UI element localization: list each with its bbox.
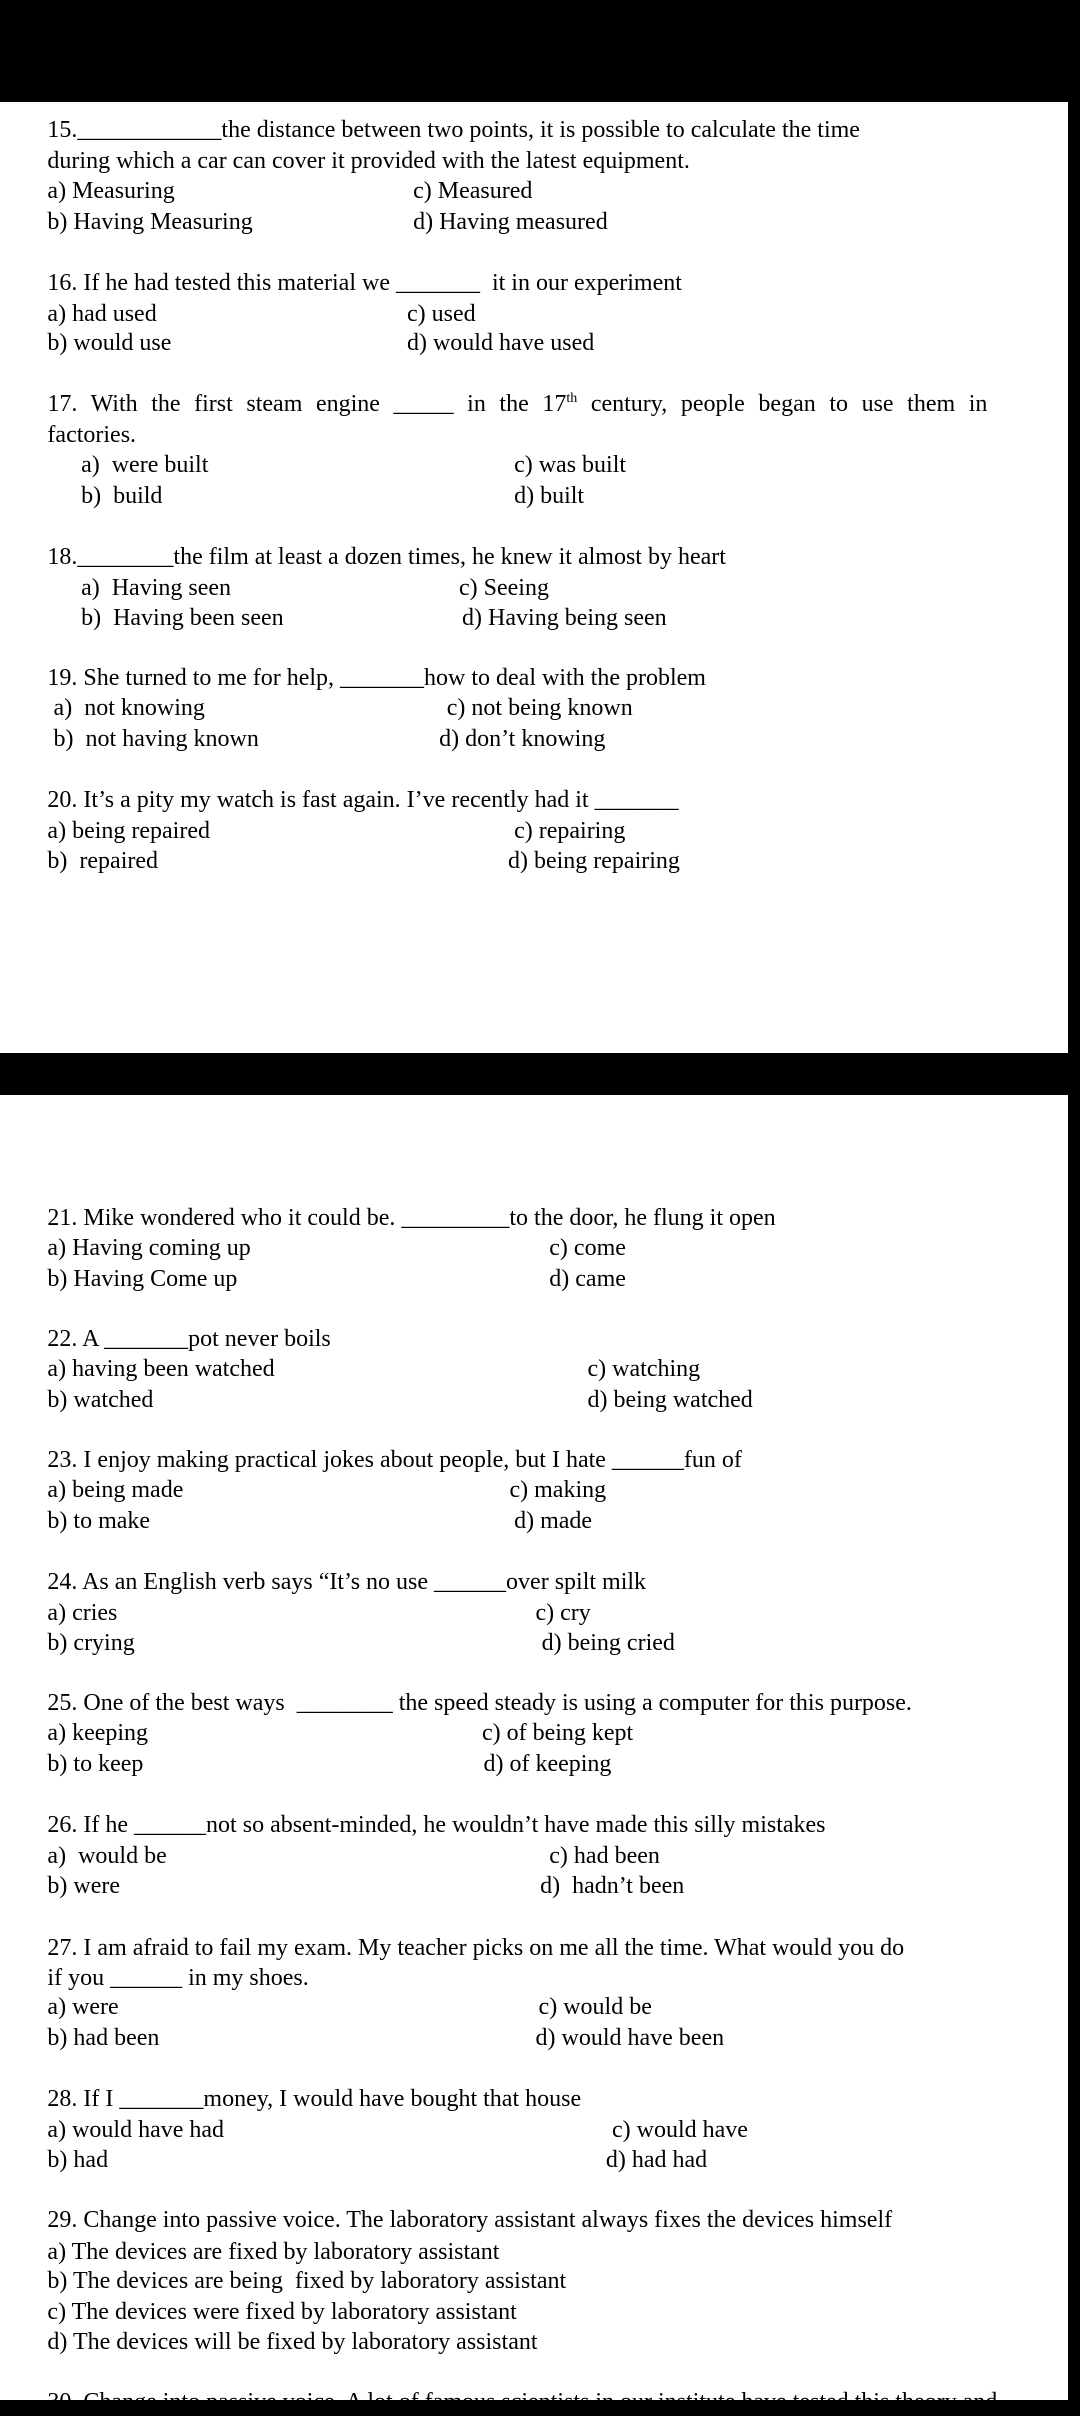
option-a: a) not knowing bbox=[53, 695, 205, 722]
option-b: b) to keep bbox=[47, 1751, 144, 1778]
option-a: a) were built bbox=[81, 452, 209, 479]
option-c: c) watching bbox=[587, 1356, 701, 1383]
question-stem bbox=[47, 390, 987, 418]
option-d: d) would have used bbox=[406, 329, 595, 356]
option-d: d) of keeping bbox=[483, 1751, 612, 1778]
question-stem: 15.____________the distance between two points, it is possible to calculate the time bbox=[47, 117, 860, 144]
option-b: b) crying bbox=[47, 1630, 135, 1657]
option-a: a) Having coming up bbox=[47, 1235, 251, 1262]
option-b: b) were bbox=[47, 1873, 121, 1900]
option-c: c) would have bbox=[612, 2116, 748, 2143]
question-stem: 16. If he had tested this material we _______ it in our experiment bbox=[47, 270, 682, 297]
option-a: a) being made bbox=[47, 1477, 184, 1504]
question-stem: 18.________the film at least a dozen times, he knew it almost by heart bbox=[47, 543, 726, 570]
option-c: c) used bbox=[406, 300, 476, 327]
option-b: b) had bbox=[47, 2147, 109, 2174]
option-a: a) being repaired bbox=[47, 817, 210, 844]
option-b: b) build bbox=[81, 482, 163, 509]
question-stem: 30. Change into passive voice. A lot of famous scientists in our institute have tested this theory and bbox=[47, 2389, 998, 2416]
option-c: c) repairing bbox=[514, 817, 626, 844]
question-stem: if you ______ in my shoes. bbox=[47, 1965, 309, 1992]
question-stem: 21. Mike wondered who it could be. _________to the door, he flung it open bbox=[47, 1204, 776, 1231]
option-b: b) watched bbox=[47, 1386, 154, 1413]
option-b: b) to make bbox=[47, 1507, 151, 1534]
option-a: a) Measuring bbox=[47, 178, 175, 205]
question-stem: 23. I enjoy making practical jokes about people, but I hate ______fun of bbox=[47, 1446, 742, 1473]
stem-text: century, people began to use them in bbox=[577, 390, 988, 417]
question-stem: 27. I am afraid to fail my exam. My teacher picks on me all the time. What would you do bbox=[47, 1934, 905, 1961]
option-c: c) would be bbox=[538, 1994, 652, 2021]
option-d: d) don’t knowing bbox=[439, 725, 606, 752]
question-stem: 26. If he ______not so absent-minded, he wouldn’t have made this silly mistakes bbox=[47, 1812, 826, 1839]
option-d: d) being repairing bbox=[507, 848, 680, 875]
option-c: c) Measured bbox=[413, 178, 533, 205]
option-c: c) was built bbox=[514, 452, 627, 479]
ordinal-suffix: th bbox=[566, 390, 578, 406]
option-d: d) had had bbox=[605, 2147, 708, 2174]
option-b: b) had been bbox=[47, 2024, 160, 2051]
option-c: c) The devices were fixed by laboratory assistant bbox=[47, 2298, 517, 2325]
option-c: c) had been bbox=[549, 1842, 660, 1869]
option-a: a) keeping bbox=[47, 1720, 149, 1747]
option-b: b) Having been seen bbox=[81, 605, 284, 632]
option-a: a) had used bbox=[47, 300, 157, 327]
option-a: a) The devices are fixed by laboratory assistant bbox=[47, 2239, 500, 2266]
document-page-1 bbox=[0, 102, 1068, 1053]
stem-text: 17. With the first steam engine _____ in the 17 bbox=[47, 390, 567, 417]
question-stem: factories. bbox=[47, 421, 137, 448]
option-c: c) come bbox=[549, 1235, 626, 1262]
question-stem: 22. A _______pot never boils bbox=[47, 1325, 331, 1352]
option-d: d) Having measured bbox=[413, 208, 608, 235]
question-stem: 19. She turned to me for help, _______how to deal with the problem bbox=[47, 664, 706, 691]
option-d: d) Having being seen bbox=[462, 605, 667, 632]
option-a: a) were bbox=[47, 1994, 119, 2021]
option-b: b) Having Come up bbox=[47, 1266, 238, 1293]
option-a: a) cries bbox=[47, 1599, 118, 1626]
option-d: d) made bbox=[514, 1507, 593, 1534]
option-d: d) being watched bbox=[587, 1386, 753, 1413]
option-b: b) Having Measuring bbox=[47, 208, 253, 235]
option-d: d) The devices will be fixed by laboratory assistant bbox=[47, 2329, 538, 2356]
option-c: c) not being known bbox=[446, 695, 633, 722]
option-a: a) Having seen bbox=[81, 574, 232, 601]
option-c: c) of being kept bbox=[481, 1720, 634, 1747]
option-a: a) having been watched bbox=[47, 1356, 275, 1383]
option-d: d) built bbox=[514, 482, 585, 509]
option-c: c) Seeing bbox=[459, 574, 549, 601]
option-b: b) repaired bbox=[47, 848, 159, 875]
option-b: b) would use bbox=[47, 329, 172, 356]
option-d: d) came bbox=[549, 1266, 626, 1293]
question-stem: 25. One of the best ways ________ the speed steady is using a computer for this purpose. bbox=[47, 1689, 912, 1716]
option-a: a) would be bbox=[47, 1842, 167, 1869]
question-stem: during which a car can cover it provided with the latest equipment. bbox=[47, 147, 690, 174]
question-stem: 29. Change into passive voice. The laboratory assistant always fixes the devices himself bbox=[47, 2207, 893, 2234]
document-page-2 bbox=[0, 1095, 1068, 2416]
question-stem: 20. It’s a pity my watch is fast again. I’ve recently had it _______ bbox=[47, 787, 679, 814]
option-d: d) being cried bbox=[541, 1630, 675, 1657]
question-stem: 24. As an English verb says “It’s no use ______over spilt milk bbox=[47, 1569, 647, 1596]
option-c: c) cry bbox=[535, 1599, 591, 1626]
option-d: d) would have been bbox=[535, 2024, 725, 2051]
question-stem: 28. If I _______money, I would have bought that house bbox=[47, 2086, 582, 2113]
option-d: d) hadn’t been bbox=[540, 1873, 685, 1900]
option-b: b) not having known bbox=[53, 725, 259, 752]
option-b: b) The devices are being fixed by laboratory assistant bbox=[47, 2268, 567, 2295]
option-a: a) would have had bbox=[47, 2116, 225, 2143]
option-c: c) making bbox=[509, 1477, 607, 1504]
